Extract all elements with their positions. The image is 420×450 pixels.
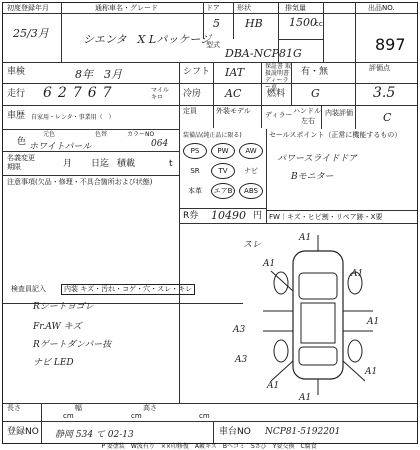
color-label: 色 [17, 137, 27, 147]
name-change-label: 名義変更期限 [7, 154, 35, 171]
displacement-value: 1500 [289, 16, 317, 29]
displacement-unit: cc [315, 20, 323, 28]
fuel-value: G [311, 87, 320, 100]
grid-line [261, 62, 262, 128]
score-label: 評価点 [369, 64, 390, 72]
width-label: 幅 [75, 404, 82, 412]
equipment-item: AW [239, 143, 263, 159]
shift-value: IAT [225, 66, 245, 79]
sales-point-line-2: Bモニター [291, 172, 334, 182]
shape-label: 形状 [237, 4, 251, 12]
grid-line [355, 3, 356, 129]
auction-sheet [2, 2, 418, 444]
grid-line [3, 421, 417, 422]
loading-label: 積載 [117, 159, 136, 169]
grid-line [41, 403, 42, 443]
fuel-label: 燃料 [267, 89, 286, 99]
type-label: 型式 [206, 41, 220, 49]
inspection-value: 8年 3月 [75, 68, 122, 81]
height-unit: cm [199, 412, 210, 420]
mileage-value: 62767 [43, 85, 118, 101]
name-date: 日迄 [91, 159, 110, 169]
shape-value: HB [245, 17, 263, 30]
warranty-label: 保証書 取扱説明書 ディーラー車 [265, 63, 291, 91]
inspector-options: 内装 キズ・汚れ・コゲ・穴・スレ・キレ [61, 284, 195, 295]
mark-a1-7: A1 [299, 393, 312, 403]
inspection-label: 車検 [7, 67, 26, 77]
history-label: 車歴 [7, 111, 26, 121]
grid-line [179, 223, 417, 224]
lot-label: 出品NO. [368, 4, 395, 12]
mileage-unit: マイル キロ [151, 87, 169, 101]
inspector-label: 検査員記入 [11, 285, 46, 293]
ac-label: 冷房 [183, 89, 202, 99]
displacement-label: 排気量 [285, 4, 306, 12]
ac-value: AC [225, 87, 242, 100]
equipment-label: 装備品(純正品に限る) [183, 132, 242, 139]
grid-line [278, 39, 323, 40]
grid-line [179, 62, 180, 403]
grid-line [266, 210, 417, 211]
grid-line [61, 3, 62, 62]
history-options: 自家用・レンタ・事業用（ ） [31, 114, 115, 121]
color-code-label: カラーNO [127, 131, 155, 138]
first-reg-label: 初度登録年月 [7, 4, 49, 12]
chassis-label: 車台NO [219, 427, 251, 437]
exterior-label: 外装モデル [216, 107, 251, 115]
recycle-value: 10490 [211, 209, 246, 222]
mark-scratch: スレ [243, 240, 262, 250]
mark-a1-3: A1 [351, 269, 364, 279]
mark-a3-1: A3 [233, 325, 246, 335]
lot-number: 897 [375, 35, 406, 54]
capacity-label: 定員 [183, 107, 197, 115]
registration-label: 登録NO [7, 427, 39, 437]
grid-line [3, 175, 179, 176]
interior-label: 内装評価 [325, 109, 353, 117]
first-reg-value: 25/3月 [13, 27, 49, 40]
inspector-line-1: Rシートヨゴレ [33, 302, 94, 312]
mark-a1-6: A1 [267, 381, 280, 391]
equipment-item: ナビ [244, 167, 258, 175]
equipment-item: TV [211, 163, 235, 179]
grid-line [321, 105, 322, 129]
handle-options: 左右 [301, 117, 315, 125]
equipment-item: 本革 [188, 187, 202, 195]
loading-unit: t [169, 159, 173, 169]
inspector-line-3: Rゲートダンパー抜 [33, 340, 112, 350]
equipment-item: SR [190, 167, 200, 175]
color-value: ホワイトパール [29, 142, 92, 152]
inspector-line-4: ナビ LED [33, 358, 74, 368]
mark-a3-2: A3 [235, 355, 248, 365]
grid-line [233, 3, 234, 39]
equipment-item: PW [211, 143, 235, 159]
original-color-label: 元色 [43, 131, 56, 138]
recycle-label: R券 [183, 211, 199, 221]
registration-value: 静岡 534 て 02-13 [55, 430, 134, 440]
grid-line [3, 403, 417, 404]
sales-point-line-1: パワースライドドア [277, 154, 358, 164]
color-change-label: 色替 [95, 131, 108, 138]
mark-a1-1: A1 [299, 233, 312, 243]
mileage-label: 走行 [7, 89, 26, 99]
length-label: 長さ [7, 404, 21, 412]
equipment-item: PS [183, 143, 207, 159]
mark-a1-2: A1 [263, 259, 276, 269]
car-diagram [253, 231, 383, 399]
model-label: 通称車名・グレード [95, 4, 158, 12]
interior-value: C [383, 111, 392, 124]
notes-label: 注意事項(欠品・修理・不具合箇所および状態) [7, 178, 153, 186]
doors-value: 5 [213, 17, 220, 30]
warranty-value: 有・無 [301, 67, 329, 77]
legend: P 要塗装 W波有り ××印修復 A鍍キズ Bヘコミ Sさび Y要交換 C腐食 [101, 443, 317, 450]
grid-line [213, 62, 214, 128]
inspector-line-2: Fr.AW キズ [33, 322, 82, 332]
model-value: シエンタ X Lパッケージ [83, 33, 211, 46]
length-unit: cm [63, 412, 74, 420]
shift-label: シフト [183, 67, 211, 77]
grid-line [323, 3, 324, 62]
grid-line [213, 421, 214, 443]
name-month: 月 [63, 159, 73, 169]
sales-point-label: セールスポイント（正常に機能するもの） [269, 131, 402, 139]
grid-line [291, 62, 292, 105]
color-code-value: 064 [151, 139, 169, 149]
height-label: 高さ [143, 404, 157, 412]
doors-label: ドア [206, 4, 220, 12]
recycle-unit: 円 [253, 211, 263, 221]
score-value: 3.5 [373, 85, 396, 101]
mark-a1-5: A1 [365, 367, 378, 377]
width-unit: cm [131, 412, 142, 420]
damage-header: FW｜キズ・ヒビ割・リペア跡・X要 [269, 213, 383, 221]
mark-a1-4: A1 [367, 317, 380, 327]
dealer-label: ディラー [265, 111, 293, 119]
equipment-item: エアB [211, 183, 235, 199]
grid-line [266, 129, 267, 223]
handle-label: ハンドル [293, 107, 321, 115]
equipment-item: ABS [239, 183, 263, 199]
chassis-value: NCP81-5192201 [265, 427, 341, 437]
type-value: DBA-NCP81G [225, 47, 302, 60]
